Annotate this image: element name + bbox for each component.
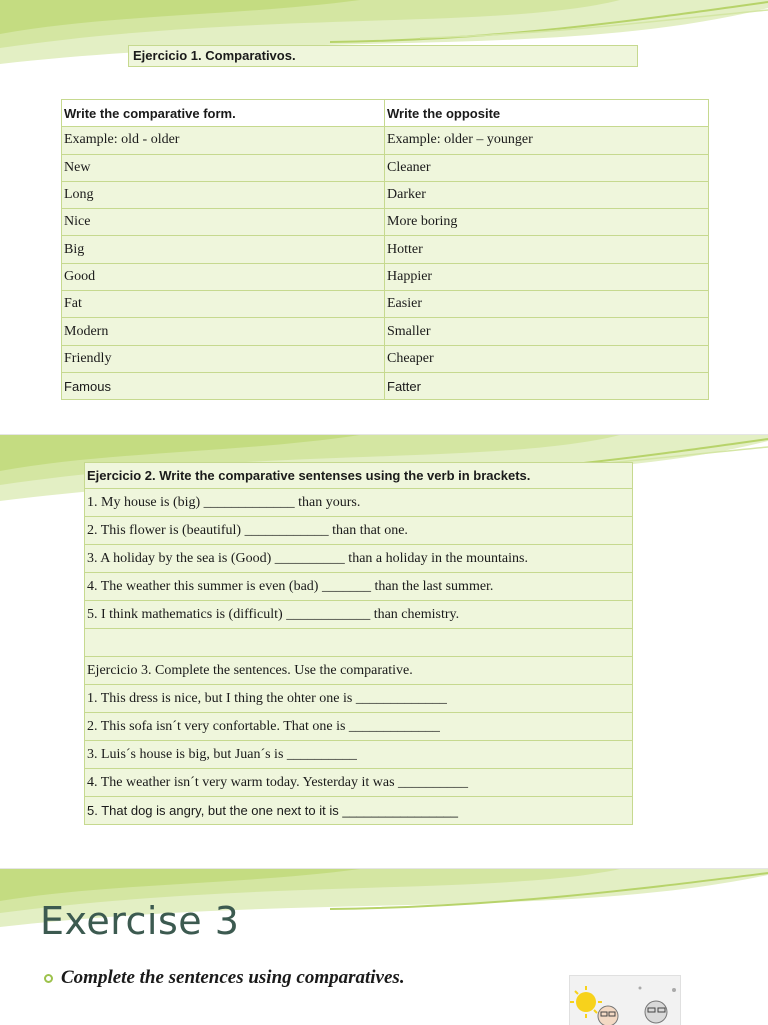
cell-left: Nice bbox=[62, 209, 385, 236]
cell-right: Example: older – younger bbox=[385, 127, 709, 154]
exercise-2-title: Ejercicio 2. Write the comparative sentenses using the verb in brackets. bbox=[85, 463, 633, 489]
table-row bbox=[85, 573, 633, 601]
table-row bbox=[62, 209, 709, 236]
slide-3 bbox=[0, 868, 768, 1025]
exercise-2-item: 1. My house is (big) _____________ than yours. bbox=[85, 489, 633, 517]
table-row bbox=[85, 657, 633, 685]
cell-left: Friendly bbox=[62, 345, 385, 372]
table-row bbox=[85, 629, 633, 657]
table-row bbox=[85, 489, 633, 517]
table-row bbox=[85, 545, 633, 573]
green-swoosh-decoration bbox=[0, 0, 768, 80]
exercise-2-item: 2. This flower is (beautiful) ____________ than that one. bbox=[85, 517, 633, 545]
table-row bbox=[85, 741, 633, 769]
slide-1 bbox=[0, 0, 768, 430]
cell-right: More boring bbox=[385, 209, 709, 236]
table-row bbox=[62, 345, 709, 372]
table-row bbox=[62, 127, 709, 154]
empty-row bbox=[85, 629, 633, 657]
exercise-3-item: 1. This dress is nice, but I thing the ohter one is _____________ bbox=[85, 685, 633, 713]
cell-left: Long bbox=[62, 181, 385, 208]
bullet-icon bbox=[44, 974, 53, 983]
table-row bbox=[85, 517, 633, 545]
table-row bbox=[62, 291, 709, 318]
table-row bbox=[62, 154, 709, 181]
exercise-2-item: 3. A holiday by the sea is (Good) __________ than a holiday in the mountains. bbox=[85, 545, 633, 573]
exercise-2-item: 5. I think mathematics is (difficult) ____________ than chemistry. bbox=[85, 601, 633, 629]
comparatives-table bbox=[61, 99, 709, 400]
table-header-row bbox=[62, 100, 709, 127]
table-row bbox=[62, 181, 709, 208]
cell-right: Cleaner bbox=[385, 154, 709, 181]
exercise-2-item: 4. The weather this summer is even (bad) _______ than the last summer. bbox=[85, 573, 633, 601]
cell-right: Hotter bbox=[385, 236, 709, 263]
cell-left: Big bbox=[62, 236, 385, 263]
table-row bbox=[85, 713, 633, 741]
cell-left: Good bbox=[62, 263, 385, 290]
table-row bbox=[62, 372, 709, 399]
cell-right: Easier bbox=[385, 291, 709, 318]
table-row bbox=[85, 601, 633, 629]
cell-left: Modern bbox=[62, 318, 385, 345]
cell-left: Fat bbox=[62, 291, 385, 318]
exercise-3-heading: Exercise 3 bbox=[40, 899, 240, 943]
bullet-item bbox=[44, 967, 405, 989]
cell-left: Famous bbox=[62, 372, 385, 399]
exercise-1-title: Ejercicio 1. Comparativos. bbox=[128, 45, 638, 67]
exercise-2-3-table bbox=[84, 462, 633, 825]
table-row bbox=[62, 318, 709, 345]
cell-left: New bbox=[62, 154, 385, 181]
table-row bbox=[85, 463, 633, 489]
exercise-3-item: 4. The weather isn´t very warm today. Yesterday it was __________ bbox=[85, 769, 633, 797]
cell-left: Example: old - older bbox=[62, 127, 385, 154]
table-row bbox=[62, 263, 709, 290]
exercise-3-item: 2. This sofa isn´t very confortable. That one is _____________ bbox=[85, 713, 633, 741]
table-row bbox=[85, 769, 633, 797]
cell-right: Cheaper bbox=[385, 345, 709, 372]
table-row bbox=[62, 236, 709, 263]
cartoon-clipart-image bbox=[569, 975, 681, 1025]
header-comparative-form: Write the comparative form. bbox=[62, 100, 385, 127]
slide-2 bbox=[0, 434, 768, 865]
bullet-text: Complete the sentences using comparatives. bbox=[61, 967, 405, 988]
exercise-3-item: 3. Luis´s house is big, but Juan´s is __________ bbox=[85, 741, 633, 769]
exercise-3-title: Ejercicio 3. Complete the sentences. Use the comparative. bbox=[85, 657, 633, 685]
cartoon-sun-and-faces-icon bbox=[570, 976, 682, 1025]
cell-right: Darker bbox=[385, 181, 709, 208]
table-row bbox=[85, 797, 633, 825]
cell-right: Smaller bbox=[385, 318, 709, 345]
table-row bbox=[85, 685, 633, 713]
exercise-3-item: 5. That dog is angry, but the one next to it is ________________ bbox=[85, 797, 633, 825]
cell-right: Happier bbox=[385, 263, 709, 290]
cell-right: Fatter bbox=[385, 372, 709, 399]
header-opposite: Write the opposite bbox=[385, 100, 709, 127]
